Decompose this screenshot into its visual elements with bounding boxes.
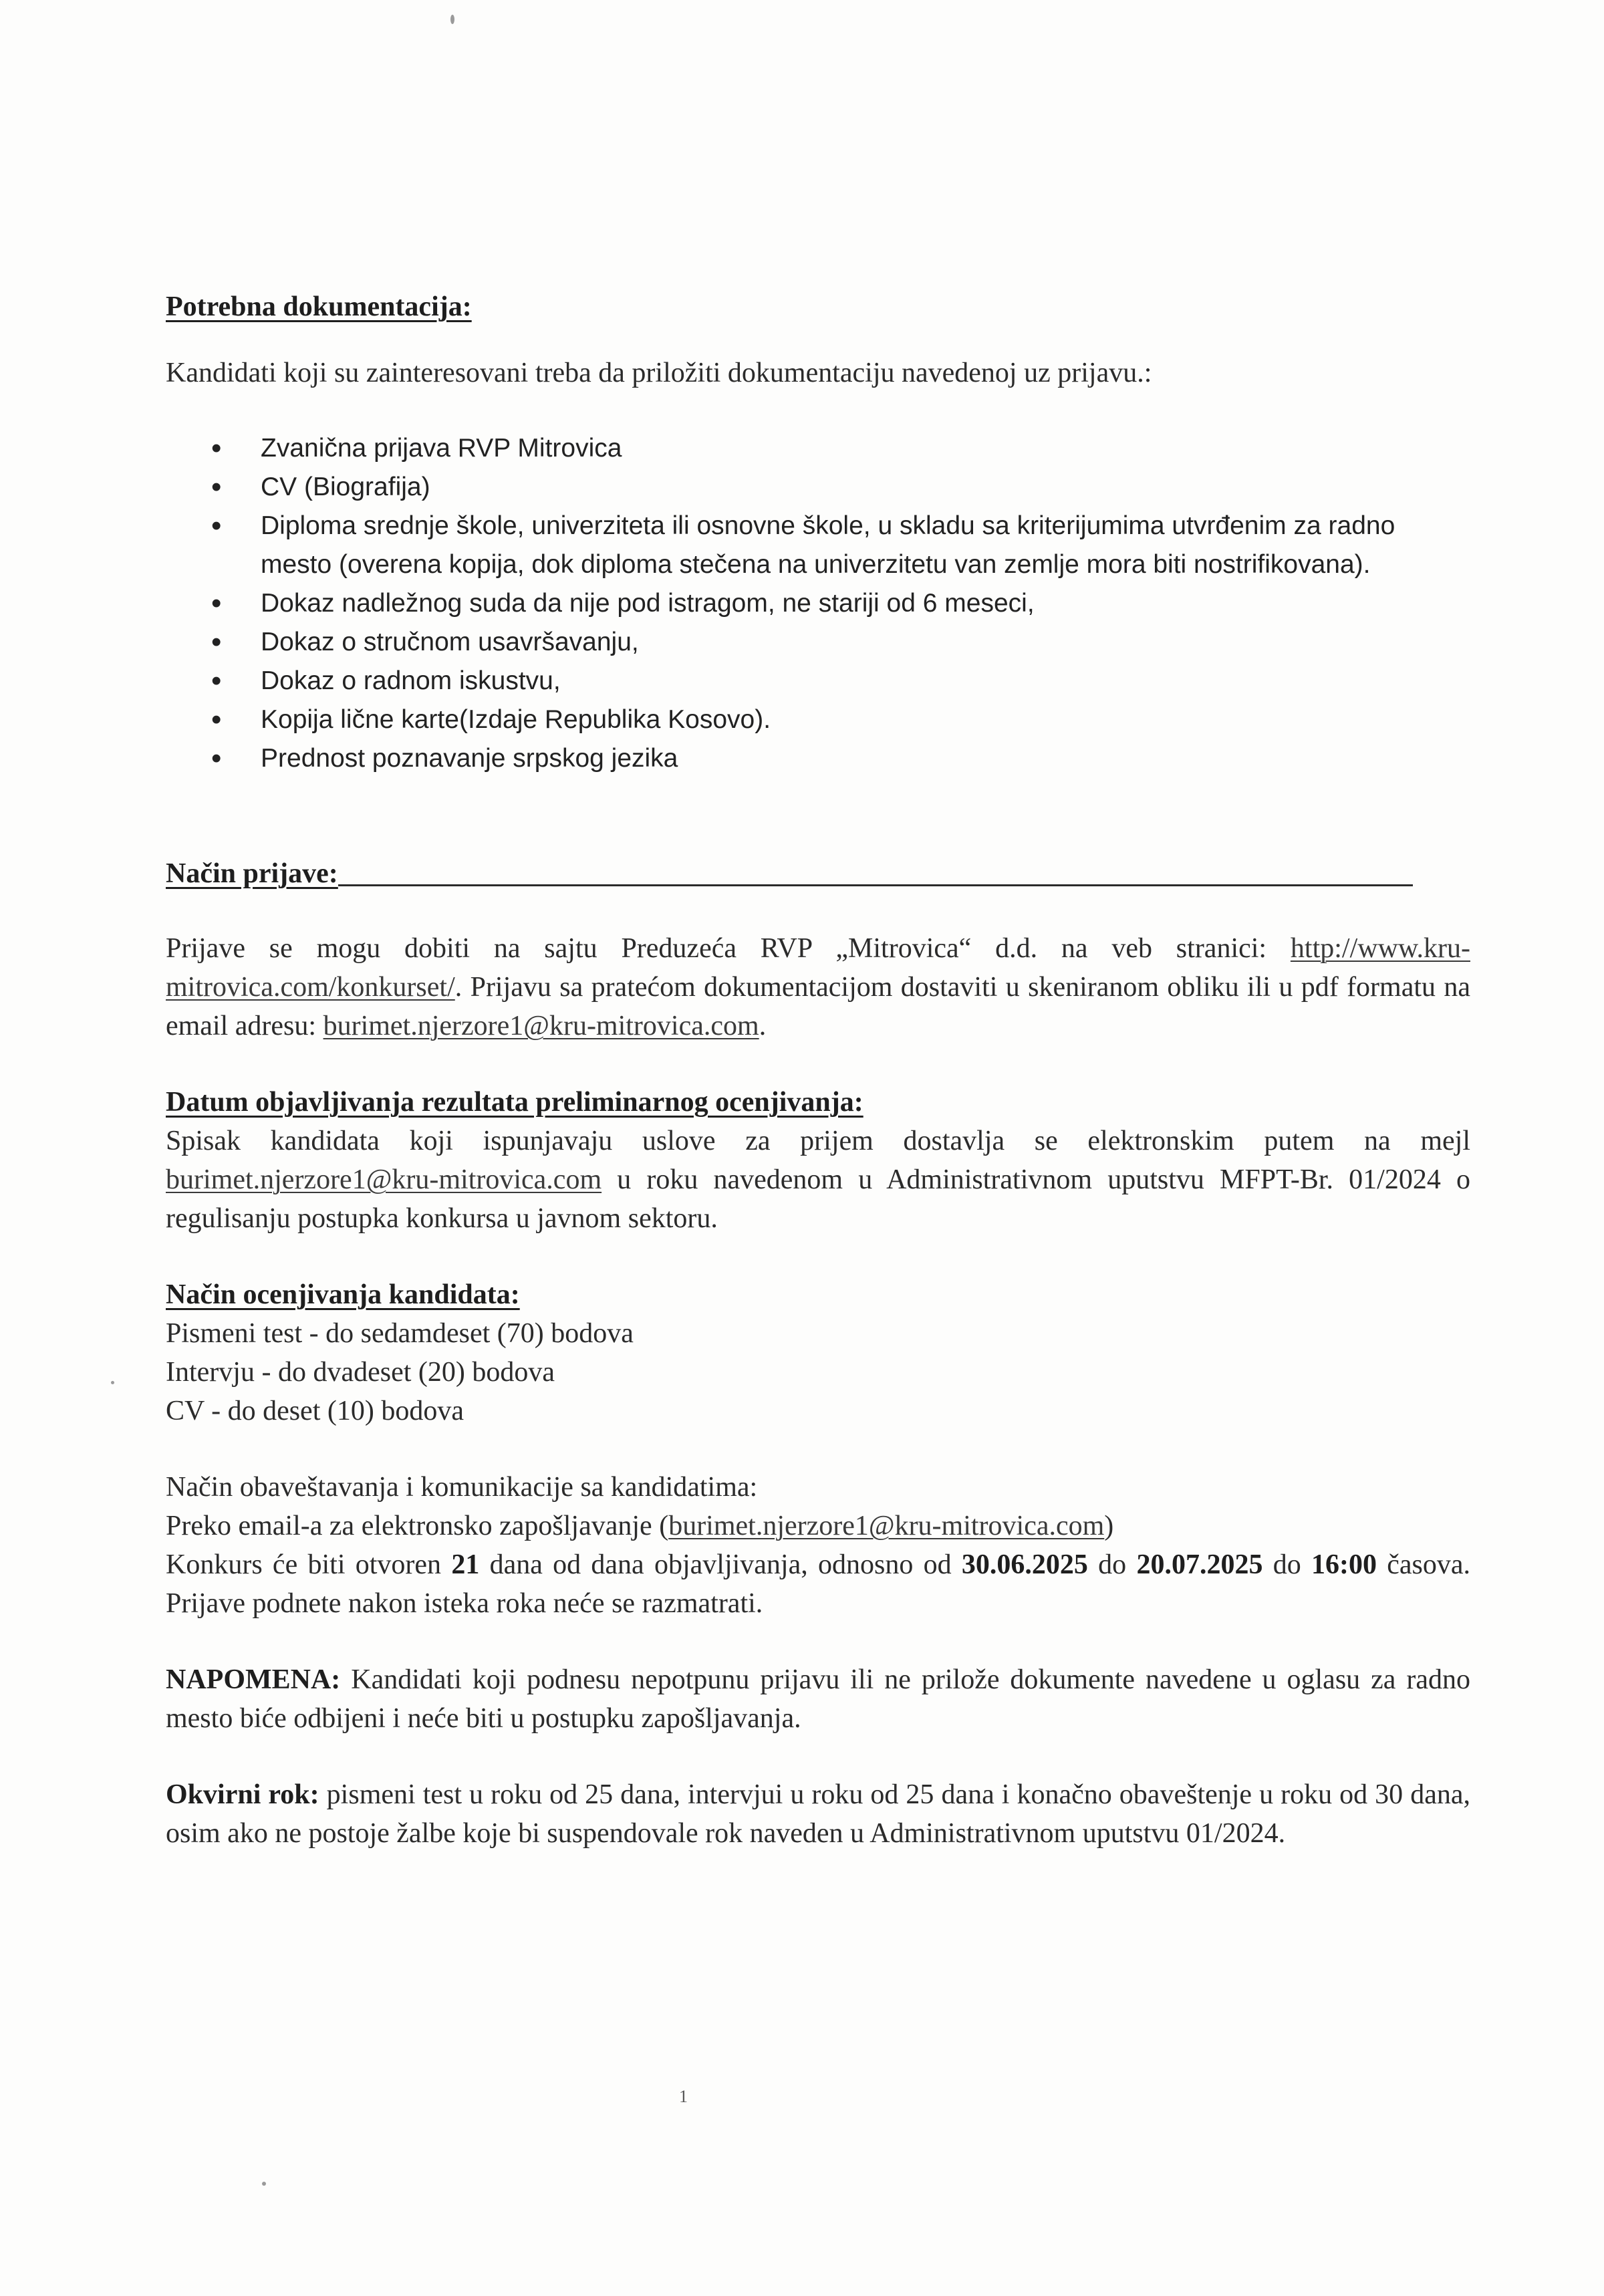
list-item: • Kopija lične karte(Izdaje Republika Kosovo). [166,700,1470,739]
application-paragraph [166,929,1470,1045]
list-item: • Dokaz nadležnog suda da nije pod istragom, ne stariji od 6 meseci, [166,584,1470,623]
period-text: časova. Prijave podnete nakon isteka roka neće se razmatrati. [166,1549,1471,1619]
communication-channel [166,1507,1470,1545]
communication-text: ) [1104,1511,1114,1541]
list-item: • Dokaz o radnom iskustvu, [166,662,1470,700]
evaluation-line: Pismeni test - do sedamdeset (70) bodova [166,1318,634,1349]
application-heading-row [166,854,1470,893]
email-link[interactable]: burimet.njerzore1@kru-mitrovica.com [166,1164,602,1195]
communication-heading: Način obaveštavanja i komunikacije sa kandidatima: [166,1472,758,1503]
deadline-paragraph [166,1775,1470,1853]
scan-speck [450,15,454,24]
period-start-date: 30.06.2025 [961,1549,1088,1580]
list-item: • CV (Biografija) [166,468,1470,507]
results-text: Spisak kandidata koji ispunjavaju uslove za prijem dostavlja se elektronskim putem na mejl [166,1126,1470,1156]
note-paragraph [166,1660,1470,1738]
evaluation-heading: Način ocenjivanja kandidata: [166,1279,520,1310]
evaluation-line: Intervju - do dvadeset (20) bodova [166,1357,555,1388]
heading-rule-line [338,884,1413,886]
list-item: • Diploma srednje škole, univerziteta ili osnovne škole, u skladu sa kriterijumima utvrđenim za radno mesto (overena kopija, dok diploma stečena na univerzitetu van zemlje mora biti nostrifikovana). [166,507,1470,584]
documentation-heading: Potrebna dokumentacija: [166,291,472,322]
list-item: • Zvanična prijava RVP Mitrovica [166,429,1470,468]
period-text: do [1262,1549,1311,1580]
list-item: • Dokaz o stručnom usavršavanju, [166,623,1470,662]
period-end-date: 20.07.2025 [1136,1549,1263,1580]
documentation-list [166,429,1470,778]
konkurs-web-link[interactable]: http://www.kru-mitrovica.com/konkurset/ [166,933,1470,1003]
period-days: 21 [451,1549,480,1580]
application-text: . Prijavu sa pratećom dokumentacijom dostaviti u skeniranom obliku ili u pdf formatu na email adresu: [166,972,1470,1041]
list-item: • Prednost poznavanje srpskog jezika [166,739,1470,778]
competition-period [166,1545,1470,1623]
communication-text: Preko email-a za elektronsko zapošljavanje ( [166,1511,669,1541]
period-text: Konkurs će biti otvoren [166,1549,452,1580]
scan-speck [111,1381,114,1384]
period-text: do [1087,1549,1137,1580]
scan-speck [262,2182,266,2186]
results-paragraph [166,1122,1470,1238]
deadline-text: pismeni test u roku od 25 dana, intervjui u roku od 25 dana i konačno obaveštenje u roku od 30 dana, osim ako ne postoje žalbe koje bi suspendovale rok naveden u Administrativnom uputstvu 01/2024. [166,1779,1471,1849]
application-text: Prijave se mogu dobiti na sajtu Preduzeća RVP „Mitrovica“ d.d. na veb stranici: [166,933,1291,964]
email-link[interactable]: burimet.njerzore1@kru-mitrovica.com [668,1511,1105,1541]
email-link[interactable]: burimet.njerzore1@kru-mitrovica.com [323,1011,759,1041]
period-end-time: 16:00 [1311,1549,1377,1580]
application-text: . [759,1011,767,1041]
evaluation-line: CV - do deset (10) bodova [166,1396,464,1426]
note-text: Kandidati koji podnesu nepotpunu prijavu ili ne prilože dokumente navedene u oglasu za radno mesto biće odbijeni i neće biti u postupku zapošljavanja. [166,1664,1470,1734]
note-label: NAPOMENA: [166,1664,341,1695]
deadline-label: Okvirni rok: [166,1779,319,1810]
page-number: 1 [679,2087,688,2106]
documentation-intro: Kandidati koji su zainteresovani treba da priložiti dokumentaciju navedenoj uz prijavu.: [166,358,1152,388]
application-heading: Način prijave: [166,858,338,889]
document-body [166,287,1470,1853]
results-heading: Datum objavljivanja rezultata preliminarnog ocenjivanja: [166,1087,863,1118]
period-text: dana od dana objavljivanja, odnosno od [479,1549,962,1580]
results-text: u roku navedenom u Administrativnom uputstvu MFPT-Br. 01/2024 o regulisanju postupka konkursa u javnom sektoru. [166,1164,1470,1234]
